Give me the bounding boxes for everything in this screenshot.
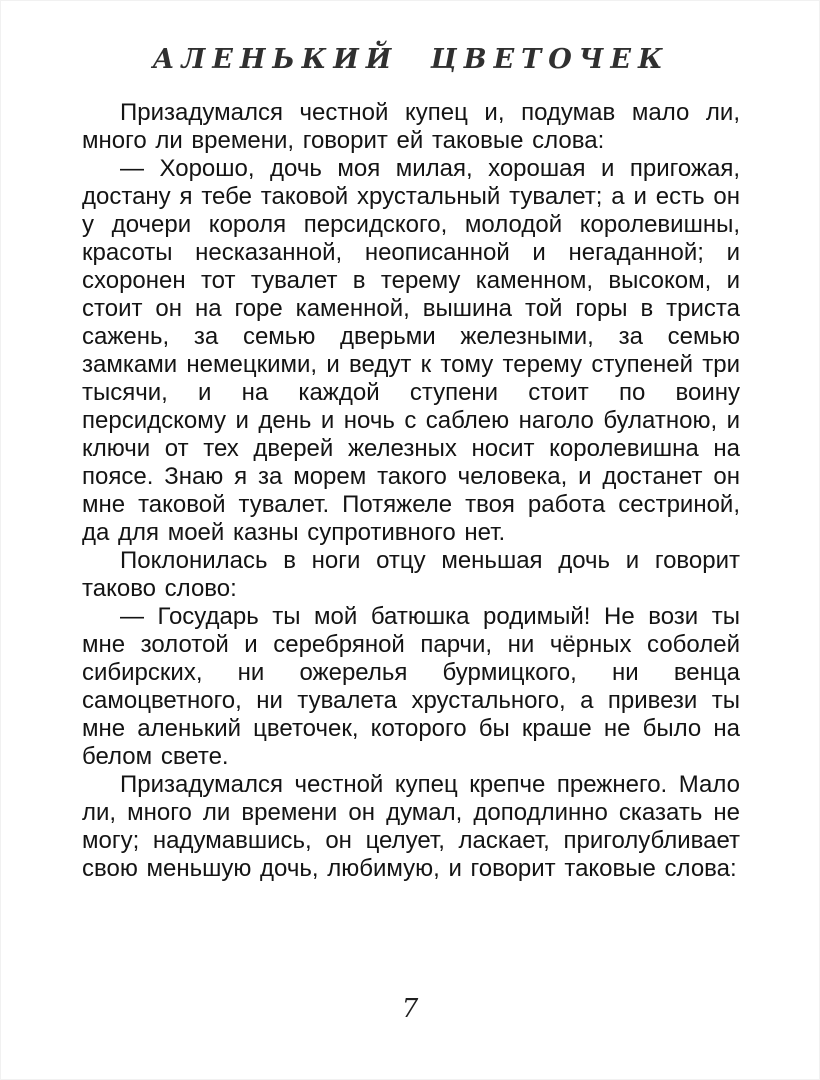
page-header <box>82 44 740 75</box>
paragraph: Поклонилась в ноги отцу меньшая дочь и говорит таково слово: <box>82 547 740 602</box>
book-title: АЛЕНЬКИЙ ЦВЕТОЧЕК <box>152 44 670 75</box>
paragraph: — Хорошо, дочь моя милая, хорошая и пригожая, достану я тебе таковой хрустальный тувалет; а и есть он у дочери короля персидского, молодой королевишны, красоты несказанной, неописанной и негаданной; и схоронен тот тувалет в терему каменном, высоком, и стоит он на горе каменной, вышина той горы в триста сажень, за семью дверьми железными, за семью замками немецкими, и ведут к тому терему ступеней три тысячи, и на каждой ступени стоит по воину персидскому и день и ночь с саблею наголо булатною, и ключи от тех дверей железных носит королевишна на поясе. Знаю я за морем такого человека, и достанет он мне таковой тувалет. Потяжеле твоя работа сестриной, да для моей казны супротивного нет. <box>82 155 740 546</box>
paragraph: Призадумался честной купец крепче прежнего. Мало ли, много ли времени он думал, доподлинно сказать не могу; надумавшись, он целует, ласкает, приголубливает свою меньшую дочь, любимую, и говорит таковые слова: <box>82 771 740 882</box>
page-footer <box>0 994 820 1024</box>
paragraph: — Государь ты мой батюшка родимый! Не вози ты мне золотой и серебряной парчи, ни чёрных соболей сибирских, ни ожерелья бурмицкого, ни венца самоцветного, ни тувалета хрустального, а привези ты мне аленький цветочек, которого бы краше не было на белом свете. <box>82 603 740 770</box>
paragraph: Призадумался честной купец и, подумав мало ли, много ли времени, говорит ей таковые слова: <box>82 99 740 154</box>
story-text <box>82 99 740 883</box>
page-number: 7 <box>401 994 419 1024</box>
